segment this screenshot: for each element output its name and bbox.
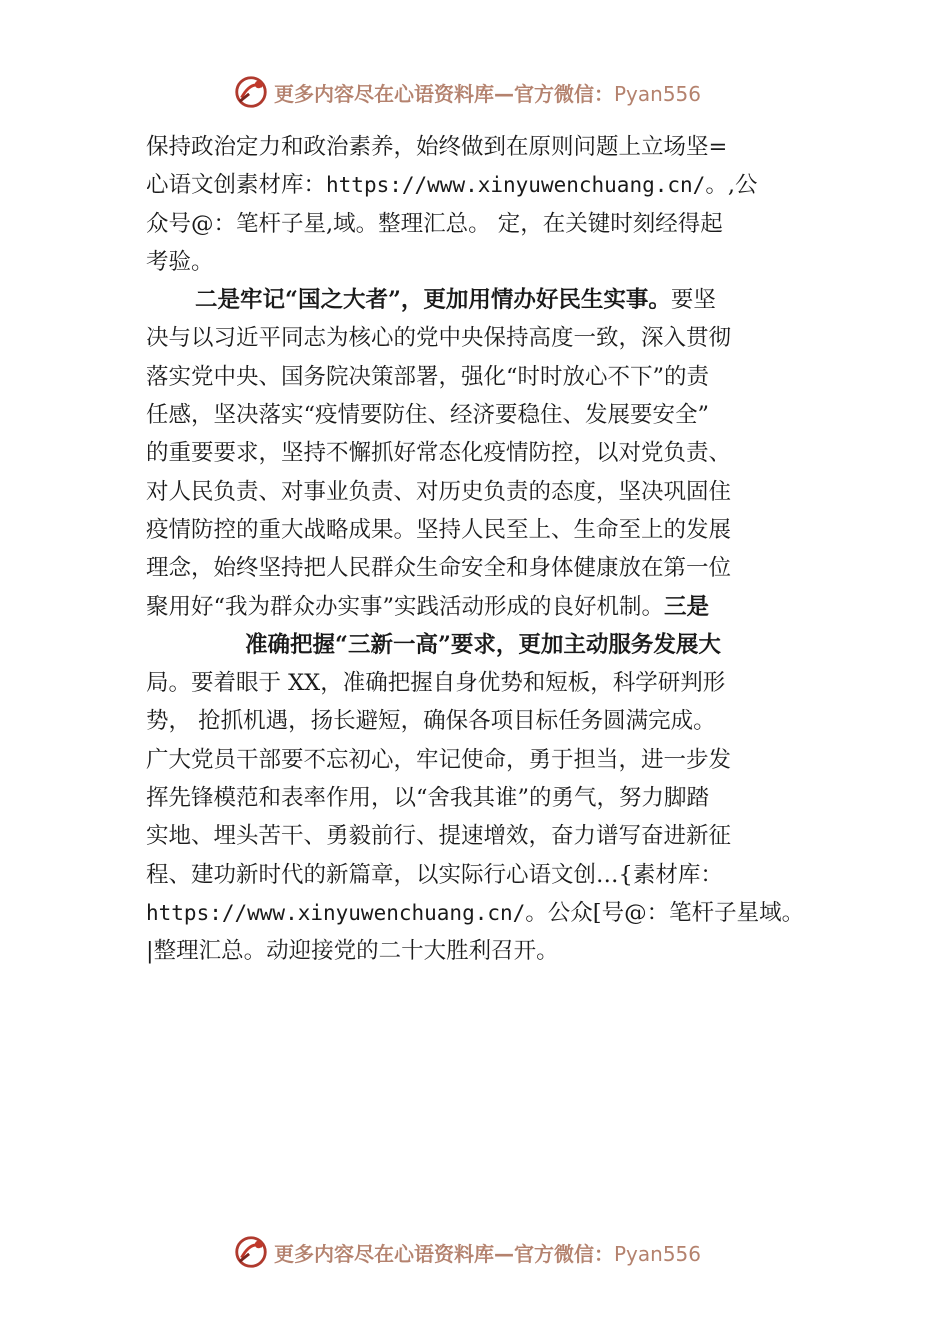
text-line: 任感，坚决落实“疫情要防住、经济要稳住、发展要安全”	[146, 402, 710, 429]
text-line: 疫情防控的重大战略成果。坚持人民至上、生命至上的发展	[146, 516, 732, 543]
text-line: 局。要着眼于 XX，准确把握自身优势和短板，科学研判形	[146, 670, 726, 697]
section-heading-2: 二是牢记“国之大者”，更加用情办好民生实事。	[195, 287, 671, 314]
text-line: |整理汇总。动迎接党的二十大胜利召开。	[146, 938, 559, 965]
footer-watermark-banner	[232, 1232, 732, 1272]
brand-logo-icon	[232, 73, 270, 111]
text-line: 考验。	[146, 248, 214, 275]
header-watermark-banner	[232, 72, 732, 112]
text-line: 二是牢记“国之大者”，更加用情办好民生实事。要坚	[195, 287, 716, 314]
document-body	[146, 128, 826, 971]
section-heading-3-start: 三是	[664, 593, 710, 620]
section-heading-3: 准确把握“三新一高”要求，更加主动服务发展大	[245, 631, 721, 658]
text-line: 广大党员干部要不忘初心，牢记使命，勇于担当，进一步发	[146, 746, 732, 773]
url-text: https://www.xinyuwenchuang.cn/	[326, 173, 706, 198]
text-line: 保持政治定力和政治素养，始终做到在原则问题上立场坚=	[146, 134, 728, 160]
text-line: 对人民负责、对事业负责、对历史负责的态度，坚决巩固住	[146, 478, 732, 505]
brand-logo-icon	[232, 1233, 270, 1271]
text-line: 实地、埋头苦干、勇毅前行、提速增效，奋力谱写奋进新征	[146, 823, 732, 850]
text-line: 势， 抢抓机遇，扬长避短，确保各项目标任务圆满完成。	[146, 708, 716, 735]
wechat-id: Pyan556	[614, 1241, 702, 1266]
text-line: https://www.xinyuwenchuang.cn/。公众[号@：笔杆子星域。	[146, 899, 805, 926]
wechat-id: Pyan556	[614, 81, 702, 106]
url-text: https://www.xinyuwenchuang.cn/	[146, 900, 526, 925]
text-line: 理念，始终坚持把人民群众生命安全和身体健康放在第一位	[146, 555, 732, 582]
text-line: 决与以习近平同志为核心的党中央保持高度一致，深入贯彻	[146, 325, 732, 352]
banner-text: 更多内容尽在心语资料库—官方微信：Pyan556	[274, 1241, 702, 1266]
text-line: 心语文创素材库：https://www.xinyuwenchuang.cn/。,公	[146, 172, 758, 199]
text-line: 挥先锋模范和表率作用，以“舍我其谁”的勇气，努力脚踏	[146, 785, 710, 812]
text-line: 程、建功新时代的新篇章，以实际行心语文创…{素材库：	[146, 861, 723, 888]
text-line: 的重要要求，坚持不懈抓好常态化疫情防控，以对党负责、	[146, 440, 732, 467]
text-line: 落实党中央、国务院决策部署，强化“时时放心不下”的责	[146, 363, 710, 390]
text-line: 众号@：笔杆子星,域。整理汇总。 定，在关键时刻经得起	[146, 210, 723, 237]
banner-text: 更多内容尽在心语资料库—官方微信：Pyan556	[274, 81, 702, 106]
text-line: 聚用好“我为群众办实事”实践活动形成的良好机制。三是	[146, 593, 710, 620]
